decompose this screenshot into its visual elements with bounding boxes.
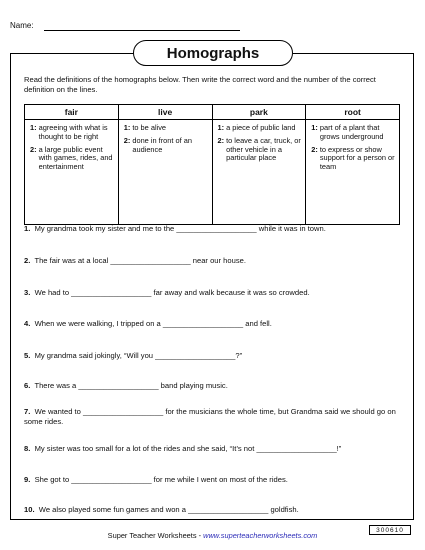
question-text: There was a ___________________ band playing music.	[34, 381, 228, 390]
question-number: 3.	[24, 288, 31, 297]
question-number: 5.	[24, 351, 31, 360]
def-text: part of a plant that grows underground	[319, 123, 384, 141]
question-text: My sister was too small for a lot of the rides and she said, “It’s not ___________________!”	[34, 444, 342, 453]
def-text: done in front of an audience	[132, 135, 192, 154]
question-number: 7.	[24, 407, 31, 416]
word-header-root: root	[306, 105, 400, 120]
question-2[interactable]	[24, 256, 402, 266]
definitions-table	[24, 104, 400, 225]
word-header-park: park	[212, 105, 306, 120]
worksheet-code: 300610	[369, 525, 411, 535]
question-text: We also played some fun games and won a ___________________ goldfish.	[38, 505, 299, 514]
word-header-fair: fair	[25, 105, 119, 120]
question-number: 8.	[24, 444, 31, 453]
def-text: a piece of public land	[226, 123, 296, 132]
def-text: to leave a car, truck, or other vehicle in a particular place	[226, 135, 301, 163]
question-6[interactable]	[24, 381, 402, 391]
question-3[interactable]	[24, 288, 402, 298]
instructions: Read the definitions of the homographs below. Then write the correct word and the number of the correct definition on the lines.	[24, 75, 376, 94]
question-text: When we were walking, I tripped on a ___________________ and fell.	[34, 319, 272, 328]
question-4[interactable]	[24, 319, 402, 329]
question-10[interactable]	[24, 505, 402, 515]
question-text: She got to ___________________ for me while I went on most of the rides.	[34, 475, 288, 484]
footer	[0, 531, 425, 540]
def-number: 1	[217, 123, 222, 132]
def-number: 2	[123, 135, 128, 145]
def-text: agreeing with what is thought to be right	[38, 123, 108, 141]
def-number: 1	[311, 123, 316, 132]
question-text: My grandma said jokingly, “Will you ___________________?”	[34, 351, 243, 360]
footer-link[interactable]: www.superteacherworksheets.com	[203, 531, 318, 540]
question-number: 4.	[24, 319, 31, 328]
question-number: 1.	[24, 224, 31, 233]
question-text: We wanted to ___________________ for the musicians the whole time, but Grandma said we should go on some rides.	[24, 407, 396, 426]
name-line[interactable]	[44, 30, 240, 31]
question-number: 9.	[24, 475, 31, 484]
definitions-fair: 1: agreeing with what is thought to be right 2: a large public event with games, rides, and entertainment	[25, 120, 119, 225]
question-text: My grandma took my sister and me to the ___________________ while it was in town.	[34, 224, 326, 233]
page-title: Homographs	[133, 40, 293, 66]
definitions-root: 1: part of a plant that grows underground 2: to express or show support for a person or team	[306, 120, 400, 225]
question-number: 6.	[24, 381, 31, 390]
question-text: We had to ___________________ far away and walk because it was so crowded.	[34, 288, 310, 297]
definitions-live: 1: to be alive 2: done in front of an audience	[118, 120, 212, 225]
question-text: The fair was at a local ___________________ near our house.	[34, 256, 246, 265]
def-text: to express or show support for a person or team	[319, 144, 395, 172]
question-number: 2.	[24, 256, 31, 265]
def-number: 2	[217, 135, 222, 145]
name-label: Name:	[10, 21, 34, 30]
question-7[interactable]	[24, 407, 402, 427]
footer-text: Super Teacher Worksheets -	[107, 531, 204, 540]
question-9[interactable]	[24, 475, 402, 485]
def-text: to be alive	[132, 123, 167, 132]
def-text: a large public event with games, rides, and entertainment	[38, 144, 113, 172]
question-number: 10.	[24, 505, 35, 514]
question-1[interactable]	[24, 224, 402, 234]
question-5[interactable]	[24, 351, 402, 361]
def-number: 1	[30, 123, 35, 132]
def-number: 1	[123, 123, 128, 132]
def-number: 2	[30, 144, 35, 154]
word-header-live: live	[118, 105, 212, 120]
def-number: 2	[311, 144, 316, 154]
definitions-park: 1: a piece of public land 2: to leave a car, truck, or other vehicle in a particular place	[212, 120, 306, 225]
question-8[interactable]	[24, 444, 402, 454]
